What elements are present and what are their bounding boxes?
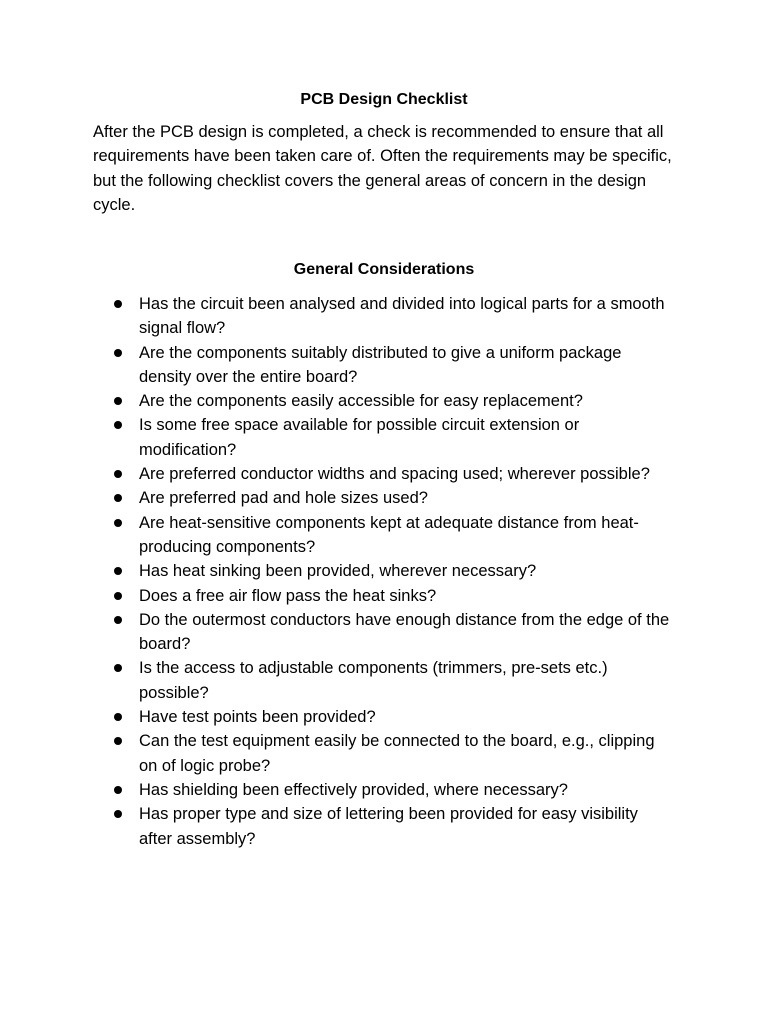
checklist-item-text: Do the outermost conductors have enough distance from the edge of the board? bbox=[139, 610, 670, 654]
checklist-item bbox=[0, 511, 674, 560]
checklist-item-text: Has the circuit been analysed and divided into logical parts for a smooth signal flow? bbox=[139, 295, 665, 338]
bullet-icon bbox=[114, 786, 122, 794]
bullet-icon bbox=[114, 397, 122, 405]
checklist-item bbox=[0, 584, 674, 608]
checklist-item-text: Has proper type and size of lettering been provided for easy visibility after assembly? bbox=[139, 805, 638, 848]
bullet-icon bbox=[114, 737, 122, 745]
bullet-icon bbox=[114, 810, 122, 818]
checklist-item-text: Are preferred pad and hole sizes used? bbox=[139, 489, 428, 508]
checklist-item-text: Are heat-sensitive components kept at adequate distance from heat-producing components? bbox=[139, 513, 639, 556]
bullet-icon bbox=[114, 567, 122, 575]
checklist-item bbox=[0, 802, 674, 851]
checklist-item bbox=[0, 413, 674, 462]
checklist-item-text: Are preferred conductor widths and spacing used; wherever possible? bbox=[139, 465, 650, 484]
checklist-item bbox=[0, 486, 674, 510]
checklist-item bbox=[0, 729, 674, 778]
intro-paragraph: After the PCB design is completed, a check is recommended to ensure that all requirements have been taken care of. Often the requirements may be specific, but the following checklist covers the general areas of concern in the design cycle. bbox=[93, 123, 672, 214]
checklist bbox=[0, 292, 768, 851]
document-title: PCB Design Checklist bbox=[300, 91, 468, 108]
bullet-icon bbox=[114, 421, 122, 429]
section-heading: General Considerations bbox=[293, 261, 475, 278]
checklist-item-text: Are the components easily accessible for easy replacement? bbox=[139, 392, 583, 411]
checklist-item-text: Is the access to adjustable components (trimmers, pre-sets etc.) possible? bbox=[139, 659, 608, 702]
checklist-item bbox=[0, 559, 674, 583]
checklist-item bbox=[0, 389, 674, 413]
bullet-icon bbox=[114, 470, 122, 478]
checklist-item bbox=[0, 292, 674, 341]
checklist-item-text: Has shielding been effectively provided, where necessary? bbox=[139, 780, 568, 799]
checklist-item-text: Is some free space available for possible circuit extension or modification? bbox=[139, 416, 580, 459]
checklist-item bbox=[0, 341, 674, 390]
checklist-item bbox=[0, 705, 674, 729]
checklist-item-text: Can the test equipment easily be connected to the board, e.g., clipping on of logic probe? bbox=[139, 732, 655, 775]
bullet-icon bbox=[114, 664, 122, 672]
checklist-item-text: Have test points been provided? bbox=[139, 708, 376, 727]
bullet-icon bbox=[114, 713, 122, 721]
bullet-icon bbox=[114, 494, 122, 502]
checklist-item bbox=[0, 462, 674, 486]
checklist-item bbox=[0, 656, 674, 705]
checklist-item-text: Does a free air flow pass the heat sinks? bbox=[139, 586, 437, 605]
checklist-item-text: Has heat sinking been provided, wherever necessary? bbox=[139, 562, 537, 581]
checklist-item bbox=[0, 608, 674, 657]
bullet-icon bbox=[114, 592, 122, 600]
bullet-icon bbox=[114, 300, 122, 308]
bullet-icon bbox=[114, 616, 122, 624]
bullet-icon bbox=[114, 519, 122, 527]
checklist-item-text: Are the components suitably distributed to give a uniform package density over the entire board? bbox=[139, 343, 622, 386]
checklist-item bbox=[0, 778, 674, 802]
bullet-icon bbox=[114, 349, 122, 357]
